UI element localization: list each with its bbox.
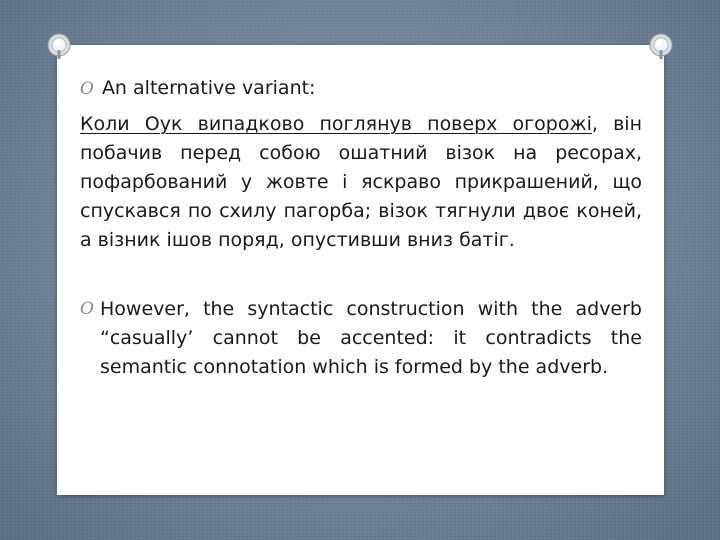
pushpin-icon (44, 30, 74, 60)
bullet-explanation (80, 295, 642, 382)
underlined-phrase: Коли Оук випадково поглянув поверх огорожі (80, 113, 592, 135)
bullet-heading (80, 77, 315, 99)
bullet-marker: O (80, 299, 94, 319)
explanation-text: However, the syntactic construction with the adverb “casually’ cannot be accented: it contradicts the semantic connotation which is formed by the adverb. (100, 298, 642, 378)
ukrainian-paragraph (80, 110, 642, 255)
paragraph-rest: , він побачив перед собою ошатний візок на ресорах, пофарбований у жовте і яскраво прикрашений, що спускався по схилу пагорба; візок тягнули двоє коней, а візник ішов поряд, опустивши вниз батіг. (80, 113, 642, 251)
bullet-marker: O (80, 79, 94, 99)
heading-text: An alternative variant: (101, 77, 316, 99)
pushpin-icon (646, 30, 676, 60)
